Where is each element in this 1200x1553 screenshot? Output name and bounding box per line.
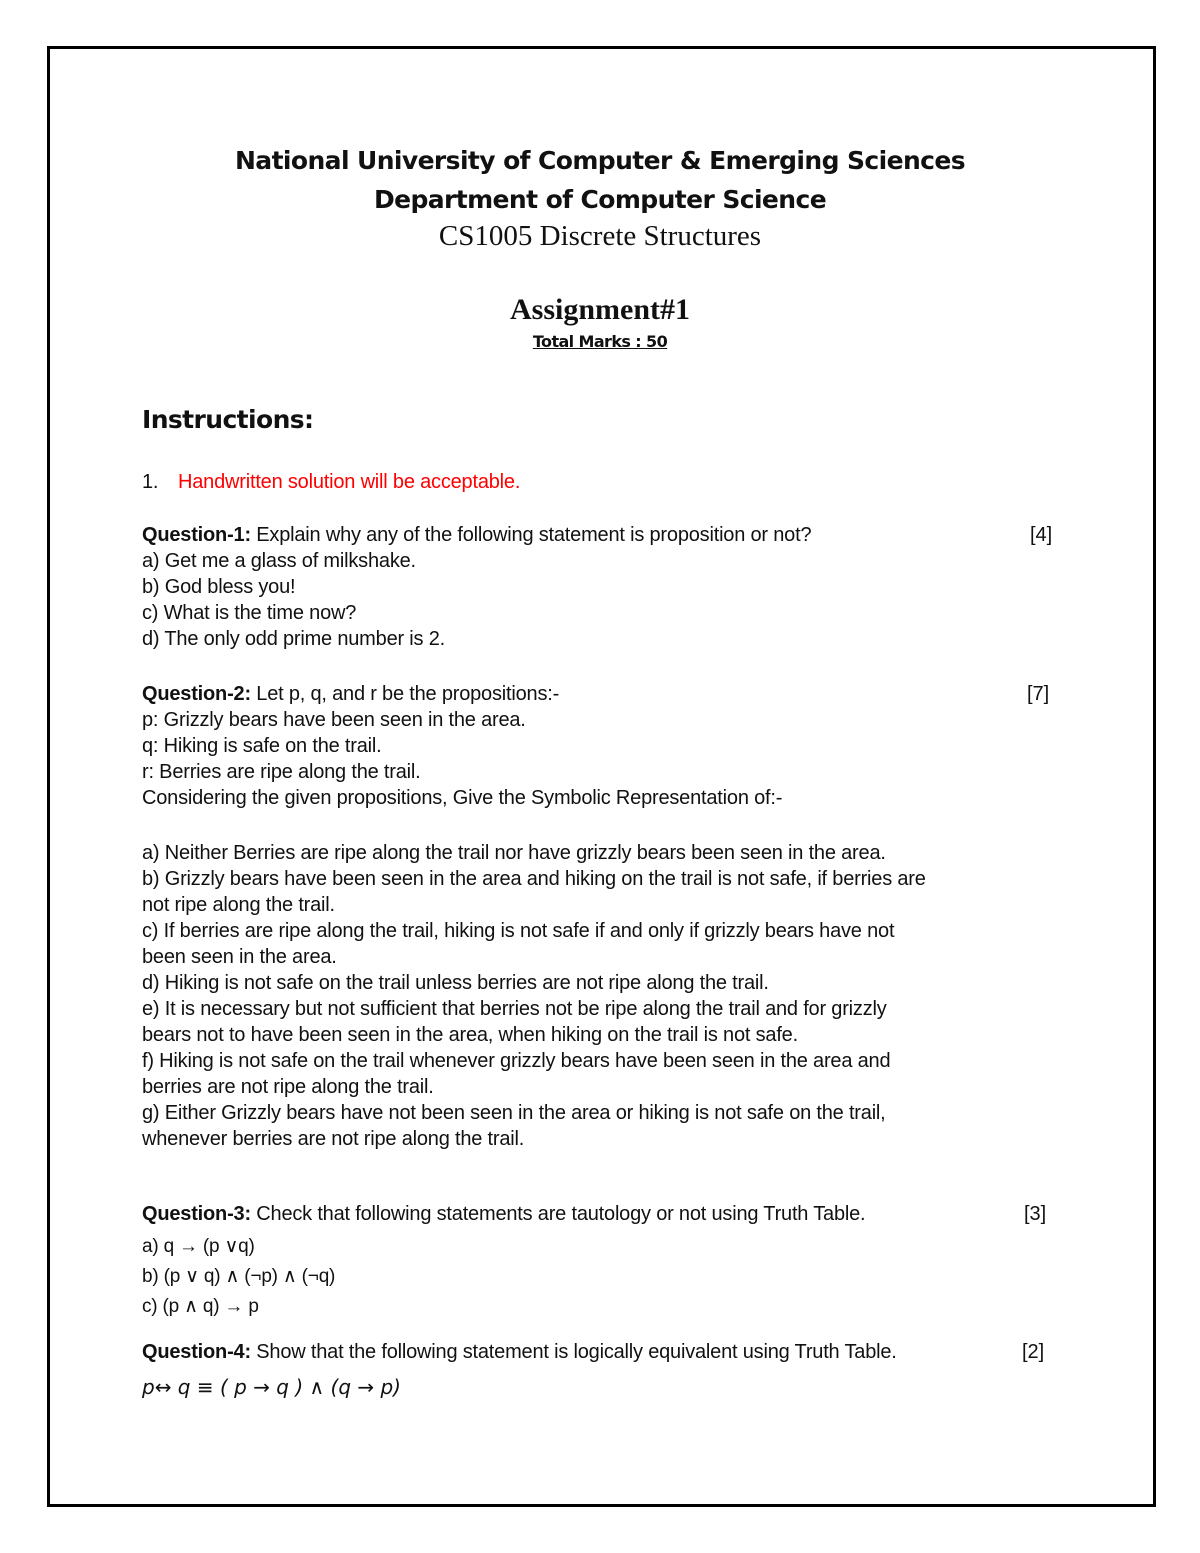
q2-line: a) Neither Berries are ripe along the trail nor have grizzly bears been seen in the area. <box>142 842 886 864</box>
instructions-heading: Instructions: <box>142 405 314 434</box>
instruction-text: Handwritten solution will be acceptable. <box>178 471 521 493</box>
question-4-prompt <box>142 1341 897 1364</box>
instruction-number: 1. <box>142 471 159 493</box>
q2-line: e) It is necessary but not sufficient that berries not be ripe along the trail and for grizzly <box>142 998 887 1020</box>
q1-item: d) The only odd prime number is 2. <box>142 628 445 650</box>
assignment-title: Assignment#1 <box>509 293 690 326</box>
q2-line: been seen in the area. <box>142 946 337 968</box>
q2-line: g) Either Grizzly bears have not been seen in the area or hiking is not safe on the trail, <box>142 1102 886 1124</box>
question-4-text: Show that the following statement is logically equivalent using Truth Table. <box>250 1341 897 1363</box>
q1-item: b) God bless you! <box>142 576 296 598</box>
q2-line: c) If berries are ripe along the trail, hiking is not safe if and only if grizzly bears have not <box>142 920 895 942</box>
question-1-prompt <box>142 524 811 547</box>
question-3-text: Check that following statements are tautology or not using Truth Table. <box>250 1203 866 1225</box>
total-marks: Total Marks : 50 <box>532 332 668 351</box>
q4-formula: p↔ q ≡ ( p → q ) ∧ (q → p) <box>142 1375 401 1399</box>
question-2-text: Let p, q, and r be the propositions:- <box>250 683 560 705</box>
q2-proposition: p: Grizzly bears have been seen in the area. <box>142 709 526 731</box>
q2-line: f) Hiking is not safe on the trail whenever grizzly bears have been seen in the area and <box>142 1050 891 1072</box>
question-3-label: Question-3: <box>142 1203 251 1225</box>
question-2-marks: [7] <box>1027 683 1050 705</box>
university-title: National University of Computer & Emerging Sciences <box>234 146 966 175</box>
q2-instruction: Considering the given propositions, Give the Symbolic Representation of:- <box>142 787 783 809</box>
question-4-marks: [2] <box>1022 1341 1045 1363</box>
course-title: CS1005 Discrete Structures <box>438 220 762 252</box>
q3-item: b) (p ∨ q) ∧ (¬p) ∧ (¬q) <box>142 1266 336 1287</box>
q3-item: c) (p ∧ q) → p <box>142 1296 259 1317</box>
q2-proposition: r: Berries are ripe along the trail. <box>142 761 421 783</box>
question-3-marks: [3] <box>1024 1203 1047 1225</box>
q2-line: d) Hiking is not safe on the trail unless berries are not ripe along the trail. <box>142 972 769 994</box>
q2-proposition: q: Hiking is safe on the trail. <box>142 735 382 757</box>
question-2-label: Question-2: <box>142 683 251 705</box>
q3-item: a) q → (p ∨q) <box>142 1236 255 1257</box>
q1-item: c) What is the time now? <box>142 602 357 624</box>
q2-line: bears not to have been seen in the area, when hiking on the trail is not safe. <box>142 1024 798 1046</box>
department-title: Department of Computer Science <box>373 185 827 214</box>
question-3-prompt <box>142 1203 865 1226</box>
question-2-prompt <box>142 683 559 706</box>
q2-line: whenever berries are not ripe along the trail. <box>142 1128 525 1150</box>
q1-item: a) Get me a glass of milkshake. <box>142 550 416 572</box>
question-1-marks: [4] <box>1030 524 1053 546</box>
question-1-text: Explain why any of the following statement is proposition or not? <box>250 524 812 546</box>
question-1-label: Question-1: <box>142 524 251 546</box>
question-4-label: Question-4: <box>142 1341 251 1363</box>
q2-line: berries are not ripe along the trail. <box>142 1076 434 1098</box>
q2-line: b) Grizzly bears have been seen in the area and hiking on the trail is not safe, if berries are <box>142 868 926 890</box>
q2-line: not ripe along the trail. <box>142 894 335 916</box>
